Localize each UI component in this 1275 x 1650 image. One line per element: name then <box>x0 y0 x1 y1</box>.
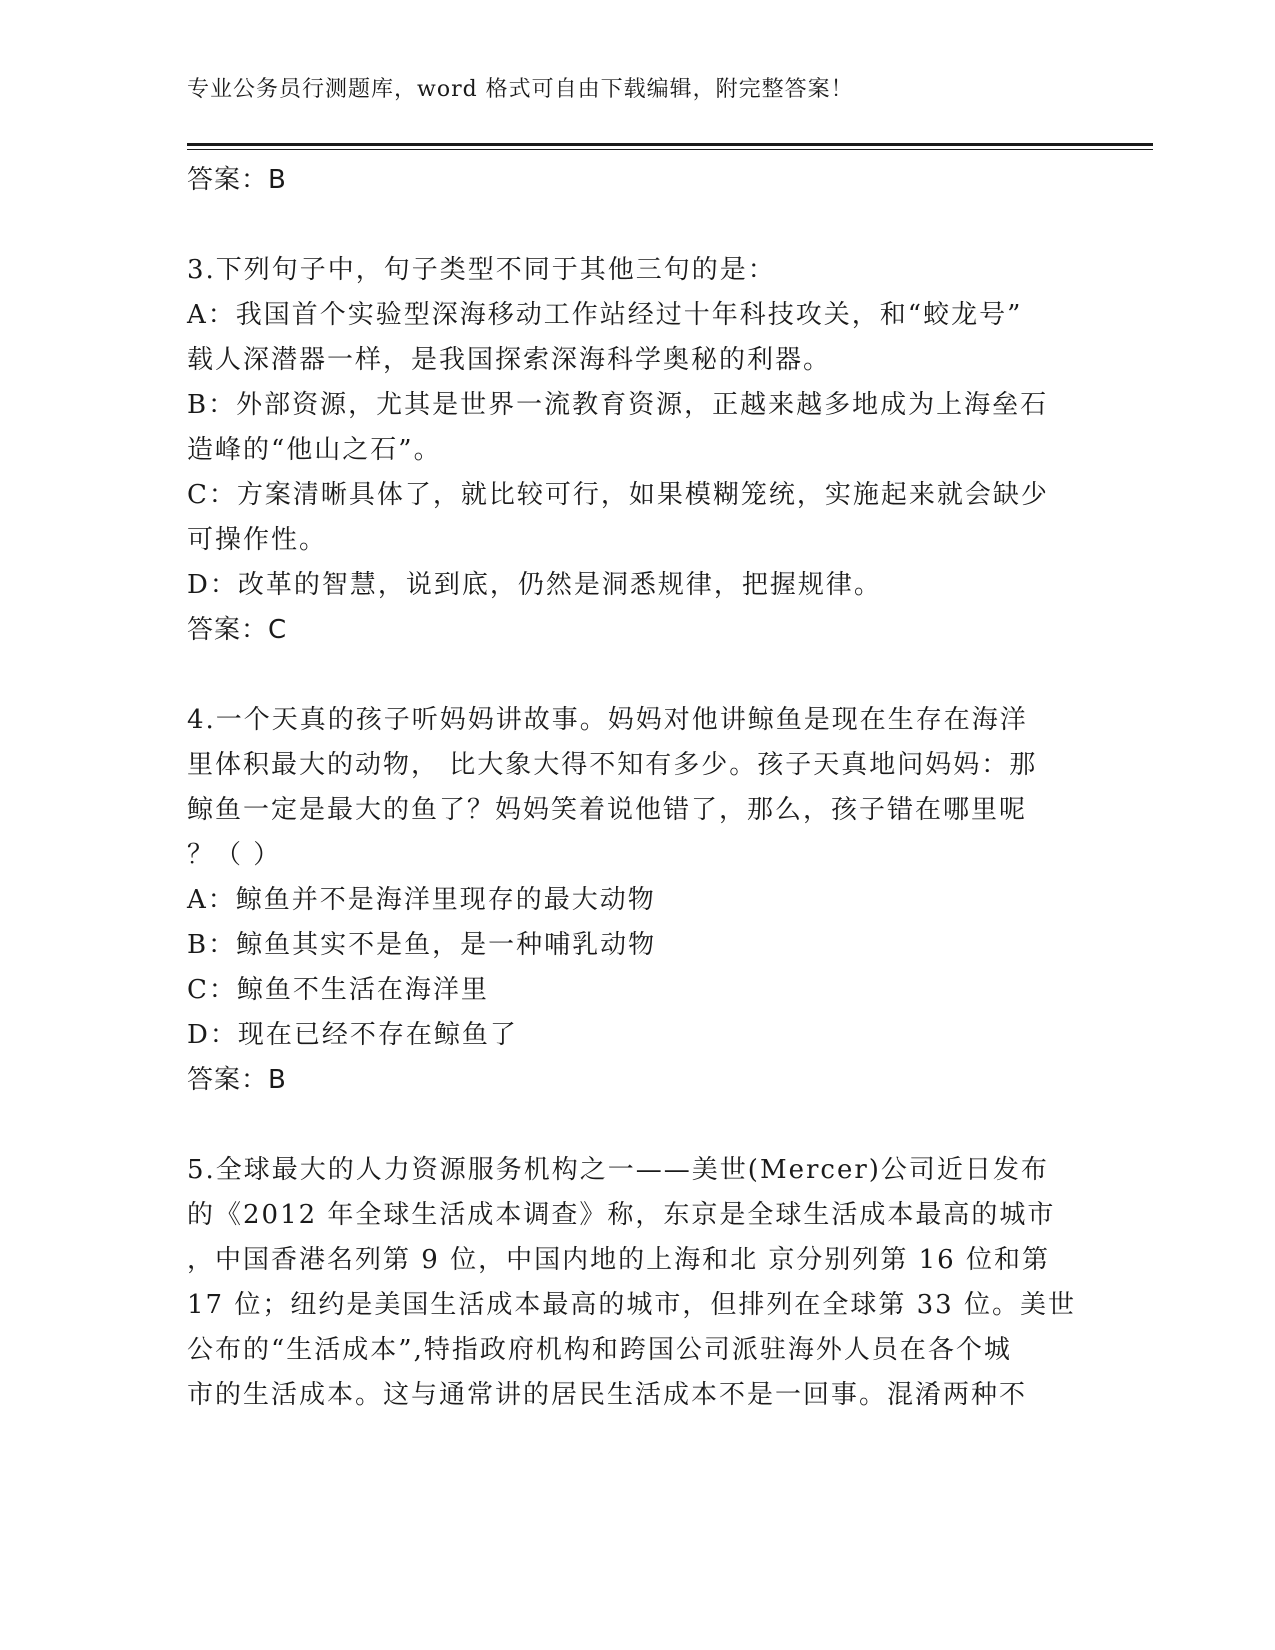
header-divider-thick <box>187 143 1153 146</box>
question-4-stem-2: 里体积最大的动物， 比大象大得不知有多少。孩子天真地问妈妈：那 <box>187 750 1038 780</box>
spacer <box>187 203 1087 248</box>
spacer <box>187 653 1087 698</box>
q3-option-b: B：外部资源，尤其是世界一流教育资源，正越来越多地成为上海垒石 <box>187 390 1049 420</box>
q4-option-b: B：鲸鱼其实不是鱼，是一种哺乳动物 <box>187 930 657 960</box>
question-content <box>187 158 1087 1418</box>
answer-q4: 答案：B <box>187 1065 287 1095</box>
q3-option-c-cont: 可操作性。 <box>187 525 328 555</box>
question-4-stem-4: ？（ ） <box>187 840 282 870</box>
q3-option-a-cont: 载人深潜器一样，是我国探索深海科学奥秘的利器。 <box>187 345 832 375</box>
question-3-stem: 3.下列句子中，句子类型不同于其他三句的是： <box>187 255 776 285</box>
answer-q2: 答案：B <box>187 165 287 195</box>
q3-option-c: C：方案清晰具体了，就比较可行，如果模糊笼统，实施起来就会缺少 <box>187 480 1049 510</box>
question-5-line-4: 17 位；纽约是美国生活成本最高的城市，但排列在全球第 33 位。美世 <box>187 1290 1076 1320</box>
header-divider-thin <box>187 149 1153 150</box>
q4-option-c: C：鲸鱼不生活在海洋里 <box>187 975 489 1005</box>
question-4-stem-1: 4.一个天真的孩子听妈妈讲故事。妈妈对他讲鲸鱼是现在生存在海洋 <box>187 705 1028 735</box>
question-5-line-3: ，中国香港名列第 9 位，中国内地的上海和北 京分别列第 16 位和第 <box>187 1245 1050 1275</box>
q4-option-d: D：现在已经不存在鲸鱼了 <box>187 1020 518 1050</box>
question-5-line-5: 公布的“生活成本”,特指政府机构和跨国公司派驻海外人员在各个城 <box>187 1335 1012 1365</box>
question-5-line-2: 的《2012 年全球生活成本调查》称，东京是全球生活成本最高的城市 <box>187 1200 1056 1230</box>
page-header: 专业公务员行测题库，word 格式可自由下载编辑，附完整答案！ <box>187 77 854 102</box>
q3-option-d: D：改革的智慧，说到底，仍然是洞悉规律，把握规律。 <box>187 570 882 600</box>
spacer <box>187 1103 1087 1148</box>
q4-option-a: A：鲸鱼并不是海洋里现存的最大动物 <box>187 885 656 915</box>
q3-option-a: A：我国首个实验型深海移动工作站经过十年科技攻关，和“蛟龙号” <box>187 300 1023 330</box>
answer-q3: 答案：C <box>187 615 288 645</box>
question-5-line-1: 5.全球最大的人力资源服务机构之一——美世(Mercer)公司近日发布 <box>187 1155 1049 1185</box>
question-4-stem-3: 鲸鱼一定是最大的鱼了？妈妈笑着说他错了，那么，孩子错在哪里呢 <box>187 795 1028 825</box>
question-5-line-6: 市的生活成本。这与通常讲的居民生活成本不是一回事。混淆两种不 <box>187 1380 1028 1410</box>
q3-option-b-cont: 造峰的“他山之石”。 <box>187 435 442 465</box>
